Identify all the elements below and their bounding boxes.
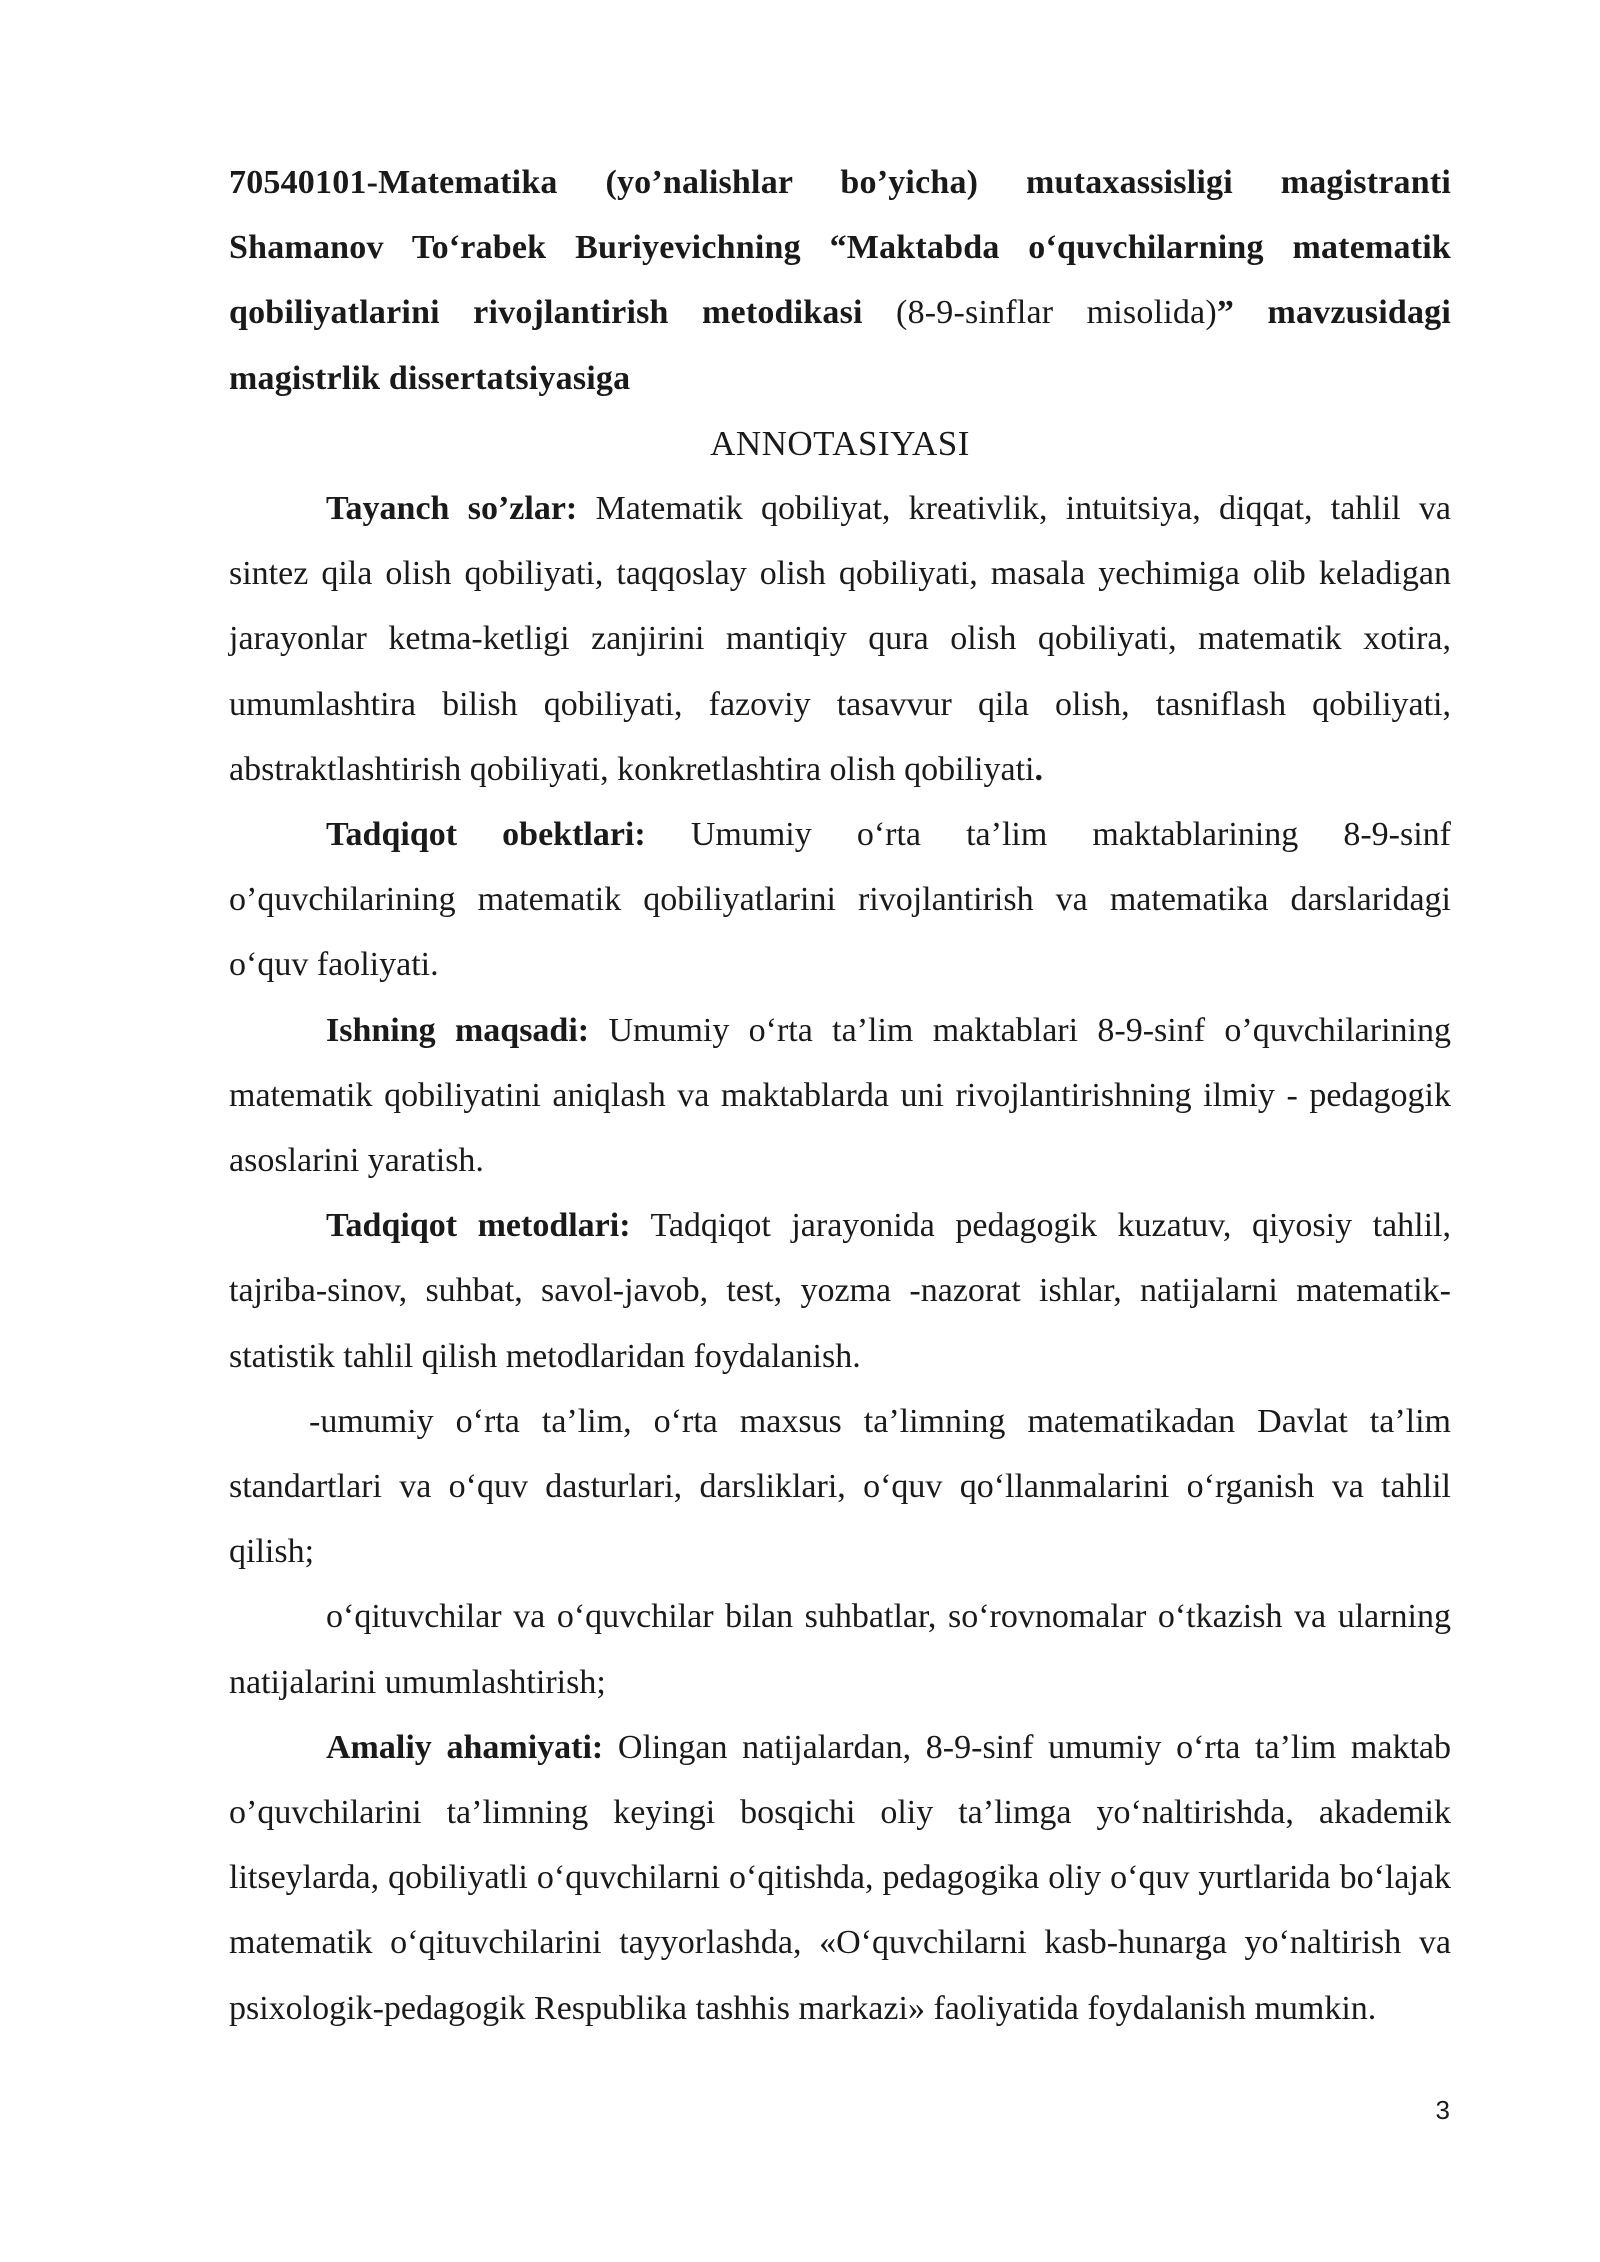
method-item: -umumiy o‘rta ta’lim, o‘rta maxsus ta’limning matematikadan Davlat ta’lim standartlari va o‘quv dasturlari, darsliklari, o‘quv qo‘llanmalarini o‘rganish va tahlil qilish;	[229, 1402, 1451, 1571]
methods-paragraph	[229, 1193, 1451, 1389]
objects-paragraph	[229, 802, 1451, 998]
practical-label: Amaliy ahamiyati:	[326, 1728, 604, 1766]
header-normal-part: (8-9-sinflar misolida)	[862, 294, 1217, 332]
method-item: o‘qituvchilar va o‘quvchilar bilan suhbatlar, so‘rovnomalar o‘tkazish va ularning natijalarini umumlashtirish;	[229, 1598, 1451, 1701]
dissertation-header	[229, 150, 1451, 411]
objects-label: Tadqiqot obektlari:	[326, 816, 646, 854]
keywords-label: Tayanch so’zlar:	[326, 490, 578, 528]
annotation-title: ANNOTASIYASI	[710, 423, 970, 463]
methods-text: Tadqiqot jarayonida pedagogik kuzatuv, qiyosiy tahlil, tajriba-sinov, suhbat, savol-javob, test, yozma -nazorat ishlar, natijalarni matematik-statistik tahlil qilish metodlaridan foydalanish.	[229, 1207, 1451, 1375]
practical-text: Olingan natijalardan, 8-9-sinf umumiy o‘rta ta’lim maktab o’quvchilarini ta’limning keyingi bosqichi oliy ta’limga yo‘naltirishda, akademik litseylarda, qobiliyatli o‘quvchilarni o‘qitishda, pedagogika oliy o‘quv yurtlarida bo‘lajak matematik o‘qituvchilarini tayyorlashda, «O‘quvchilarni kasb-hunarga yo‘naltirish va psixologik-pedagogik Respublika tashhis markazi» faoliyatida foydalanish mumkin.	[229, 1728, 1451, 2027]
header-bold-intro: 70540101-Matematika (yo’nalishlar bo’yicha) mutaxassisligi magistranti Shamanov To‘rabek Buriyevichning “Maktabda o‘quvchilarning matematik qobiliyatlarini rivojlantirish metodikasi	[229, 164, 1451, 332]
page-number: 3	[1435, 2095, 1450, 2125]
keywords-text: Matematik qobiliyat, kreativlik, intuitsiya, diqqat, tahlil va sintez qila olish qobiliyati, taqqoslay olish qobiliyati, masala yechimiga olib keladigan jarayonlar ketma-ketligi zanjirini mantiqiy qura olish qobiliyati, matematik xotira, umumlashtira bilish qobiliyati, fazoviy tasavvur qila olish, tasniflash qobiliyati, abstraktlashtirish qobiliyati, konkretlashtira olish qobiliyati	[229, 490, 1451, 788]
goal-text: Umumiy o‘rta ta’lim maktablari 8-9-sinf o’quvchilarining matematik qobiliyatini aniqlash va maktablarda uni rivojlantirishning ilmiy - pedagogik asoslarini yaratish.	[229, 1011, 1451, 1180]
objects-text: Umumiy o‘rta ta’lim maktablarining 8-9-sinf o’quvchilarining matematik qobiliyatlarini rivojlantirish va matematika darslaridagi o‘quv faoliyati.	[229, 816, 1451, 984]
goal-paragraph	[229, 998, 1451, 1194]
goal-label: Ishning maqsadi:	[326, 1011, 590, 1049]
header-bold-outro: ” mavzusidagi magistrlik dissertatsiyasiga	[229, 294, 1451, 397]
document-page	[229, 150, 1451, 2041]
methods-label: Tadqiqot metodlari:	[326, 1207, 631, 1245]
keywords-paragraph	[229, 476, 1451, 802]
practical-paragraph	[229, 1715, 1451, 2041]
keywords-end: .	[1034, 750, 1043, 788]
